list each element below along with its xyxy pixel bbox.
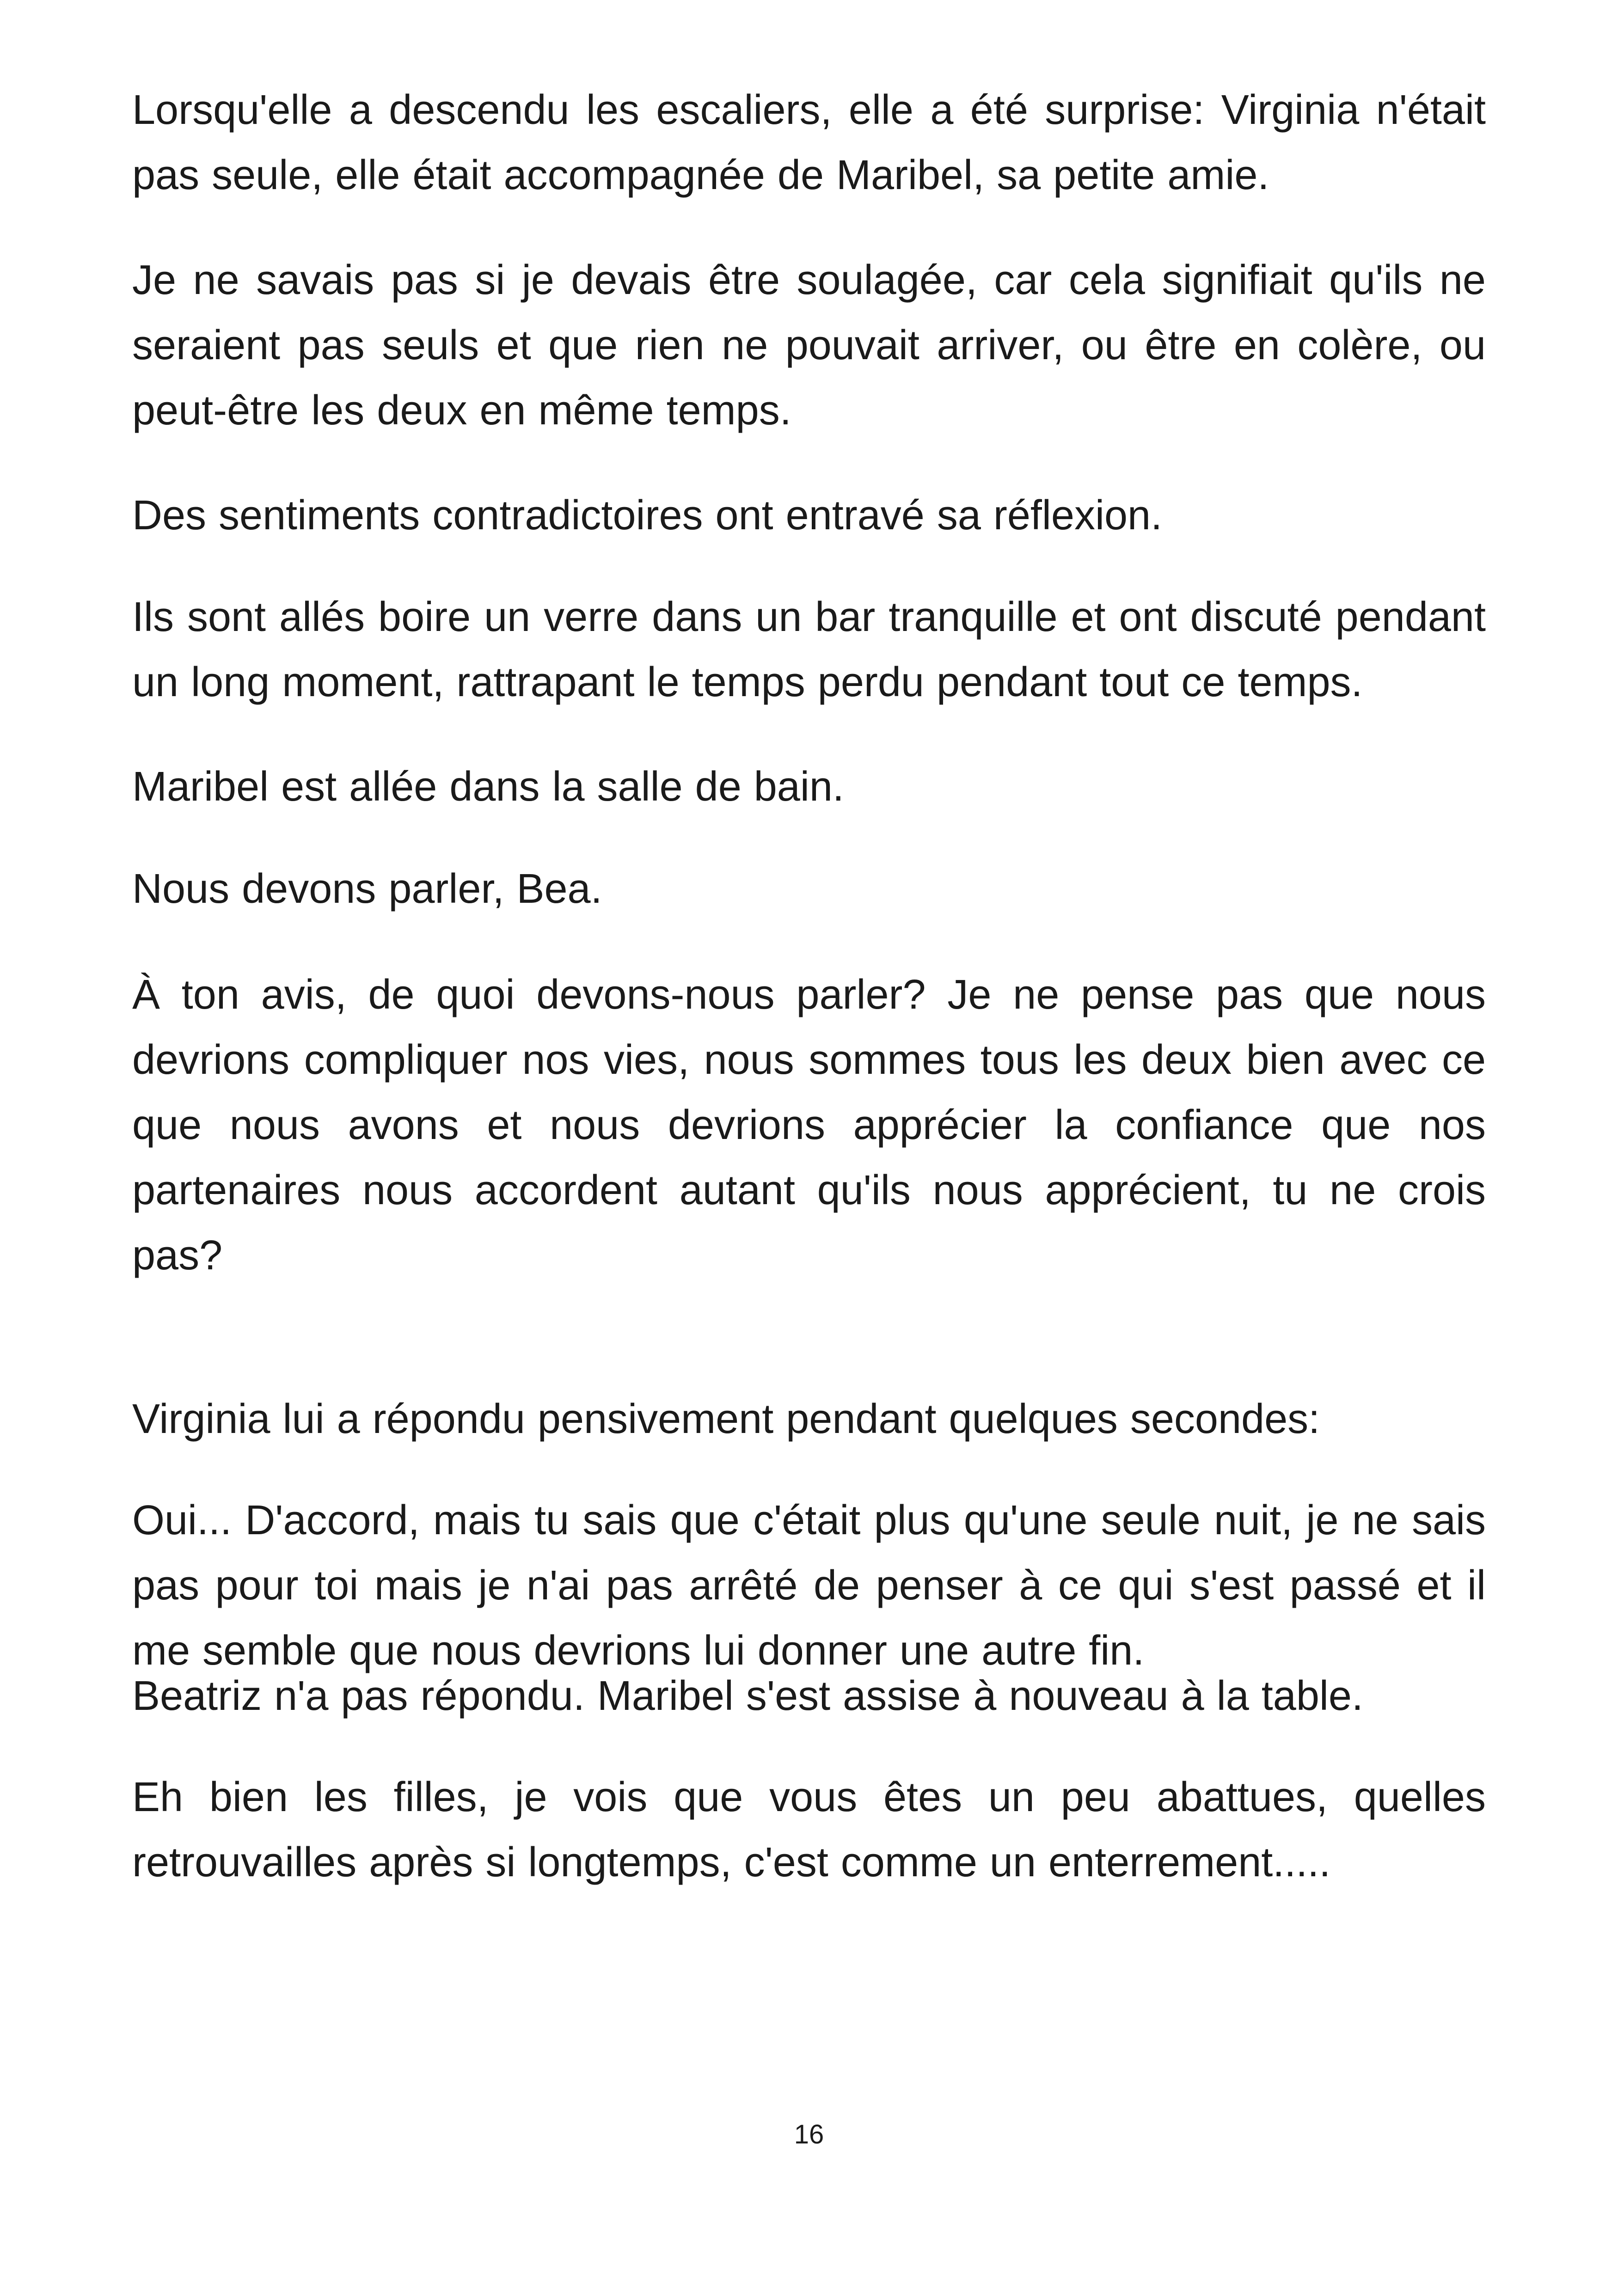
page-number: 16 — [794, 2119, 824, 2149]
paragraph: Virginia lui a répondu pensivement pendant quelques secondes: — [132, 1396, 1320, 1442]
paragraph: Des sentiments contradictoires ont entravé sa réflexion. — [132, 492, 1163, 539]
paragraph: Maribel est allée dans la salle de bain. — [132, 764, 844, 810]
paragraph: Ils sont allés boire un verre dans un bar tranquille et ont discuté pendant un long moment, rattrapant le temps perdu pendant tout ce temps. — [132, 594, 1486, 705]
paragraph: Je ne savais pas si je devais être soulagée, car cela signifiait qu'ils ne seraient pas seuls et que rien ne pouvait arriver, ou être en colère, ou peut-être les deux en même temps. — [132, 257, 1486, 434]
paragraph: Oui... D'accord, mais tu sais que c'était plus qu'une seule nuit, je ne sais pas pour toi mais je n'ai pas arrêté de penser à ce qui s'est passé et il me semble que nous devrions lui donner une autre fin. — [132, 1497, 1486, 1674]
paragraph: À ton avis, de quoi devons-nous parler? Je ne pense pas que nous devrions compliquer nos vies, nous sommes tous les deux bien avec ce que nous avons et nous devrions apprécier la confiance que nos partenaires nous accordent autant qu'ils nous apprécient, tu ne crois pas? — [132, 972, 1486, 1279]
document-page — [132, 0, 1486, 2296]
paragraph: Nous devons parler, Bea. — [132, 866, 602, 912]
paragraph: Lorsqu'elle a descendu les escaliers, elle a été surprise: Virginia n'était pas seule, elle était accompagnée de Maribel, sa petite amie. — [132, 87, 1486, 198]
paragraph: Eh bien les filles, je vois que vous êtes un peu abattues, quelles retrouvailles après si longtemps, c'est comme un enterrement..... — [132, 1774, 1486, 1886]
paragraph: Beatriz n'a pas répondu. Maribel s'est assise à nouveau à la table. — [132, 1673, 1363, 1719]
